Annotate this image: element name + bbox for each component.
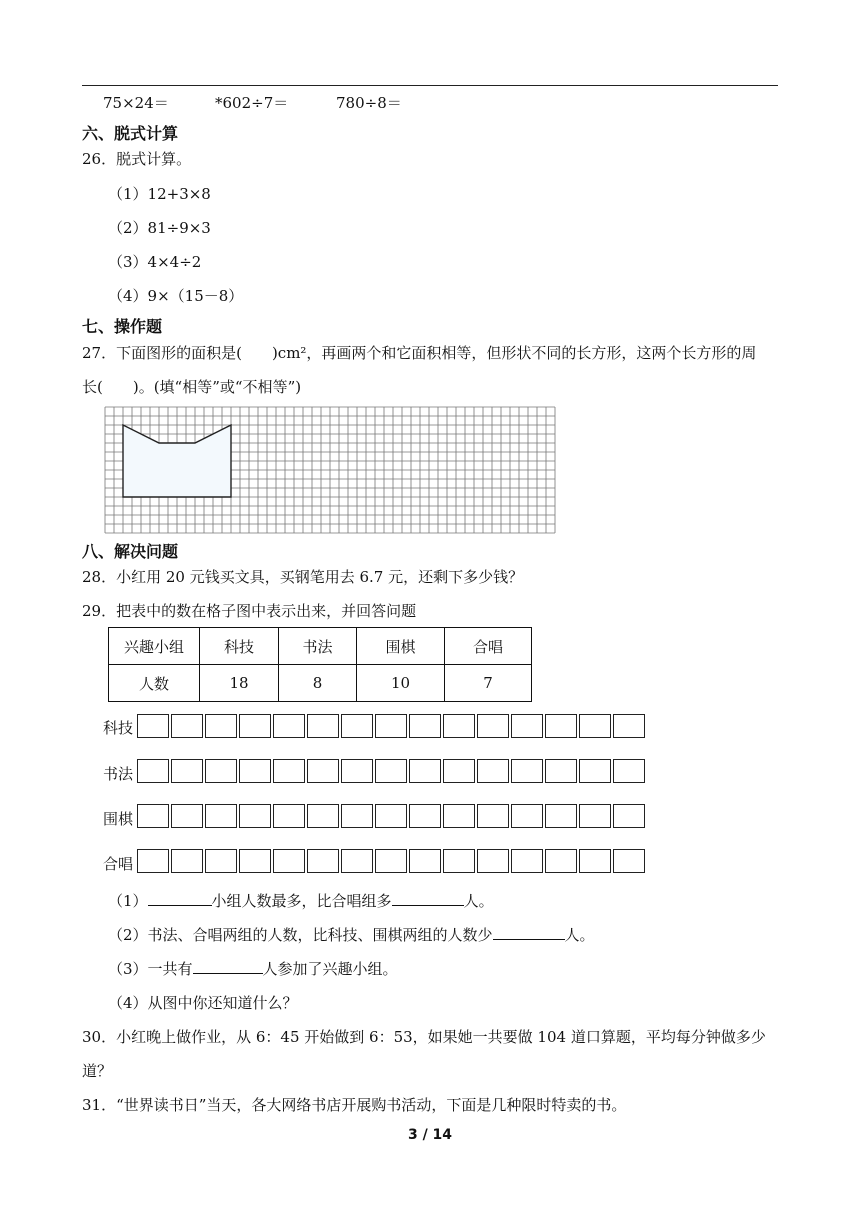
grid-cell[interactable]: [341, 759, 373, 783]
q29-sub-3-end: 人参加了兴趣小组。: [262, 960, 398, 978]
grid-cell[interactable]: [579, 759, 611, 783]
grid-cell[interactable]: [409, 804, 441, 828]
q29-sub-1: [108, 891, 494, 911]
grid-cell[interactable]: [511, 714, 543, 738]
grid-cell[interactable]: [205, 714, 237, 738]
grid-cell[interactable]: [477, 849, 509, 873]
grid-cell[interactable]: [137, 759, 169, 783]
q29-sub-2-text: （2）书法、合唱两组的人数，比科技、围棋两组的人数少: [108, 926, 493, 944]
grid-cell[interactable]: [613, 849, 645, 873]
table-header-cell: 围棋: [357, 628, 445, 665]
question-30-line-2: 道？: [82, 1062, 113, 1080]
table-header-cell: 科技: [200, 628, 279, 665]
grid-row-keji: [137, 714, 647, 738]
table-cell: 8: [279, 665, 357, 702]
grid-cell[interactable]: [477, 804, 509, 828]
grid-cell[interactable]: [171, 849, 203, 873]
table-header-row: [109, 628, 532, 665]
grid-cell[interactable]: [511, 804, 543, 828]
calc-item-3: 780÷8＝: [336, 94, 402, 112]
grid-cell[interactable]: [545, 804, 577, 828]
q26-item-4: （4）9×（15－8）: [108, 287, 244, 305]
page-number: 3 / 14: [407, 1127, 453, 1143]
grid-cell[interactable]: [239, 849, 271, 873]
grid-cell[interactable]: [137, 804, 169, 828]
header-rule: [82, 85, 778, 86]
grid-cell[interactable]: [375, 804, 407, 828]
q29-sub-1-end: 人。: [463, 892, 494, 910]
grid-cell[interactable]: [307, 849, 339, 873]
grid-row-label: 围棋: [103, 810, 134, 828]
grid-cell[interactable]: [613, 714, 645, 738]
grid-row-shufa: [137, 759, 647, 783]
question-28: 28．小红用 20 元钱买文具，买钢笔用去 6.7 元，还剩下多少钱？: [82, 568, 524, 586]
q29-sub-3-text: （3）一共有: [108, 960, 193, 978]
table-header-cell: 兴趣小组: [109, 628, 200, 665]
q26-item-2: （2）81÷9×3: [108, 219, 211, 237]
grid-cell[interactable]: [579, 804, 611, 828]
grid-row-label: 合唱: [103, 855, 134, 873]
q29-sub-2: [108, 925, 595, 945]
grid-cell[interactable]: [171, 759, 203, 783]
grid-cell[interactable]: [477, 714, 509, 738]
grid-cell[interactable]: [239, 804, 271, 828]
table-cell: 18: [200, 665, 279, 702]
grid-figure: [100, 404, 556, 534]
section-6-title: 六、脱式计算: [82, 124, 179, 143]
q29-sub-4: （4）从图中你还知道什么？: [108, 994, 298, 1012]
grid-cell[interactable]: [375, 759, 407, 783]
answer-blank[interactable]: [392, 891, 464, 906]
grid-cell[interactable]: [375, 849, 407, 873]
grid-cell[interactable]: [205, 849, 237, 873]
q29-sub-2-end: 人。: [564, 926, 595, 944]
answer-blank[interactable]: [493, 925, 565, 940]
table-header-cell: 合唱: [445, 628, 532, 665]
grid-cell[interactable]: [613, 804, 645, 828]
grid-cell[interactable]: [409, 759, 441, 783]
grid-row-label: 科技: [103, 719, 134, 737]
question-27-line-1: 27．下面图形的面积是( )cm²，再画两个和它面积相等，但形状不同的长方形，这两个长方形的周: [82, 344, 757, 362]
answer-blank[interactable]: [193, 959, 263, 974]
grid-row-label: 书法: [103, 765, 134, 783]
grid-cell[interactable]: [307, 714, 339, 738]
interest-group-table: [108, 627, 532, 702]
grid-cell[interactable]: [545, 714, 577, 738]
grid-cell[interactable]: [239, 759, 271, 783]
table-header-cell: 书法: [279, 628, 357, 665]
grid-cell[interactable]: [443, 714, 475, 738]
grid-cell[interactable]: [307, 804, 339, 828]
grid-cell[interactable]: [137, 714, 169, 738]
question-29: 29．把表中的数在格子图中表示出来，并回答问题: [82, 602, 417, 620]
table-cell: 10: [357, 665, 445, 702]
table-cell: 7: [445, 665, 532, 702]
calc-item-1: 75×24＝: [103, 94, 169, 112]
grid-cell[interactable]: [341, 714, 373, 738]
question-27-line-2: 长( )。(填“相等”或“不相等”): [82, 378, 302, 396]
grid-row-hechang: [137, 849, 647, 873]
grid-cell[interactable]: [613, 759, 645, 783]
grid-cell[interactable]: [511, 849, 543, 873]
grid-cell[interactable]: [307, 759, 339, 783]
grid-cell[interactable]: [137, 849, 169, 873]
grid-cell[interactable]: [273, 759, 305, 783]
grid-cell[interactable]: [545, 759, 577, 783]
grid-cell[interactable]: [545, 849, 577, 873]
q29-sub-1-mid: 小组人数最多，比合唱组多: [211, 892, 392, 910]
grid-cell[interactable]: [579, 714, 611, 738]
question-31: 31．“世界读书日”当天，各大网络书店开展购书活动，下面是几种限时特卖的书。: [82, 1096, 627, 1114]
question-30-line-1: 30．小红晚上做作业，从 6：45 开始做到 6：53，如果她一共要做 104 道口算题，平均每分钟做多少: [82, 1028, 766, 1046]
grid-cell[interactable]: [443, 849, 475, 873]
grid-cell[interactable]: [273, 714, 305, 738]
grid-cell[interactable]: [579, 849, 611, 873]
grid-cell[interactable]: [273, 849, 305, 873]
grid-cell[interactable]: [409, 849, 441, 873]
grid-cell[interactable]: [239, 714, 271, 738]
table-row: [109, 665, 532, 702]
grid-cell[interactable]: [443, 759, 475, 783]
question-26: 26．脱式计算。: [82, 150, 192, 168]
q29-sub-3: [108, 959, 398, 979]
section-7-title: 七、操作题: [82, 317, 163, 336]
grid-cell[interactable]: [341, 849, 373, 873]
q26-item-3: （3）4×4÷2: [108, 253, 202, 271]
grid-row-weiqi: [137, 804, 647, 828]
grid-cell[interactable]: [205, 804, 237, 828]
section-8-title: 八、解决问题: [82, 542, 179, 561]
grid-cell[interactable]: [409, 714, 441, 738]
q29-sub-1-prefix: （1）: [108, 892, 148, 910]
q26-item-1: （1）12+3×8: [108, 185, 211, 203]
calc-item-2: *602÷7＝: [215, 94, 289, 112]
table-cell: 人数: [109, 665, 200, 702]
grid-cell[interactable]: [171, 804, 203, 828]
grid-cell[interactable]: [511, 759, 543, 783]
grid-cell[interactable]: [477, 759, 509, 783]
answer-blank[interactable]: [148, 891, 212, 906]
grid-cell[interactable]: [171, 714, 203, 738]
grid-cell[interactable]: [443, 804, 475, 828]
grid-cell[interactable]: [205, 759, 237, 783]
grid-cell[interactable]: [273, 804, 305, 828]
grid-cell[interactable]: [375, 714, 407, 738]
grid-cell[interactable]: [341, 804, 373, 828]
